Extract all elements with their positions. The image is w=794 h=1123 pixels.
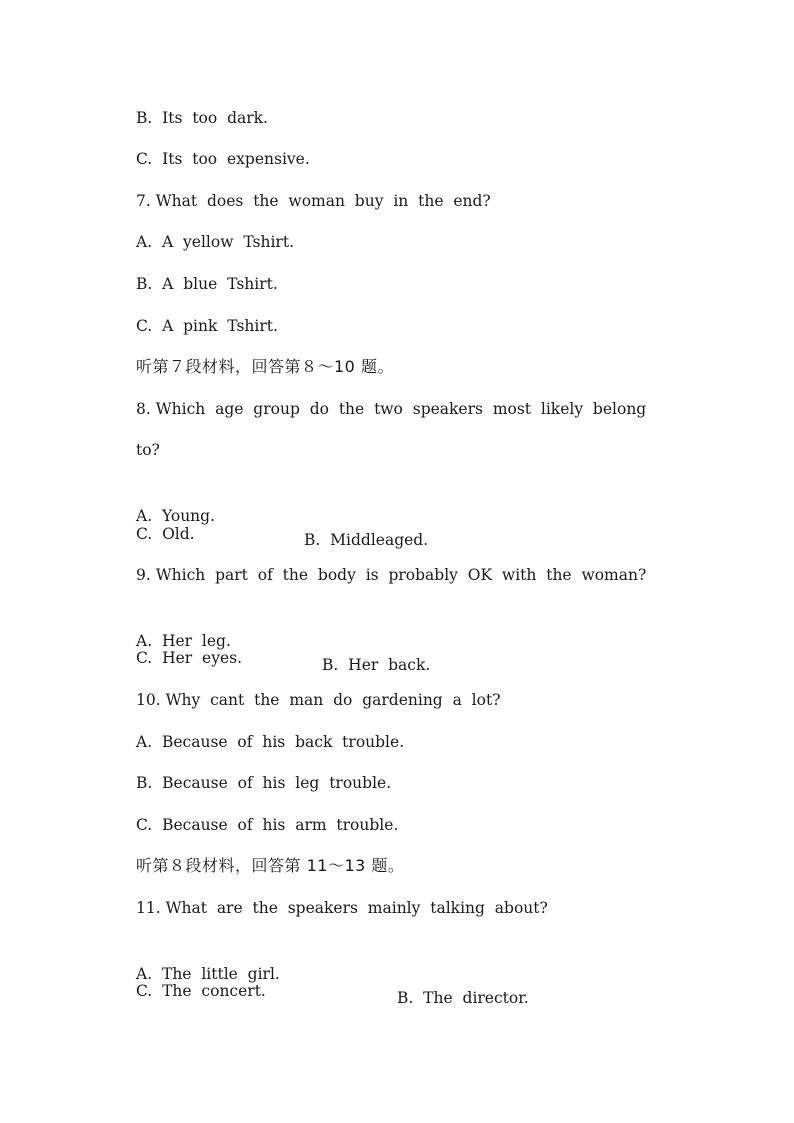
q8-option-b: B. Middleaged. [304,531,429,549]
section-instruction-8: 听第８段材料，回答第 11～13 题。 [136,856,405,875]
q6-option-b: B. Its too dark. [136,109,268,127]
q6-option-c: C. Its too expensive. [136,150,310,168]
q11-option-a: A. The little girl. [136,965,280,983]
question-10: 10. Why cant the man do gardening a lot? [136,691,501,709]
question-8-continued: to? [136,441,160,459]
question-8: 8. Which age group do the two speakers most likely belong [136,400,647,418]
section-instruction-7: 听第７段材料，回答第８～10 题。 [136,357,394,376]
q8-option-c: C. Old. [136,525,195,543]
q11-option-b: B. The director. [397,989,529,1007]
question-11: 11. What are the speakers mainly talking about? [136,899,548,917]
q7-option-a: A. A yellow Tshirt. [136,233,294,251]
q9-option-a: A. Her leg. [136,632,231,650]
q9-option-c: C. Her eyes. [136,649,243,667]
q7-option-c: C. A pink Tshirt. [136,317,278,335]
question-7: 7. What does the woman buy in the end? [136,192,491,210]
q11-option-c: C. The concert. [136,982,266,1000]
q7-option-b: B. A blue Tshirt. [136,275,278,293]
question-9: 9. Which part of the body is probably OK with the woman? [136,566,647,584]
q10-option-c: C. Because of his arm trouble. [136,816,399,834]
q10-option-a: A. Because of his back trouble. [136,733,405,751]
q9-option-b: B. Her back. [322,656,431,674]
q8-option-a: A. Young. [136,507,216,525]
q10-option-b: B. Because of his leg trouble. [136,774,392,792]
